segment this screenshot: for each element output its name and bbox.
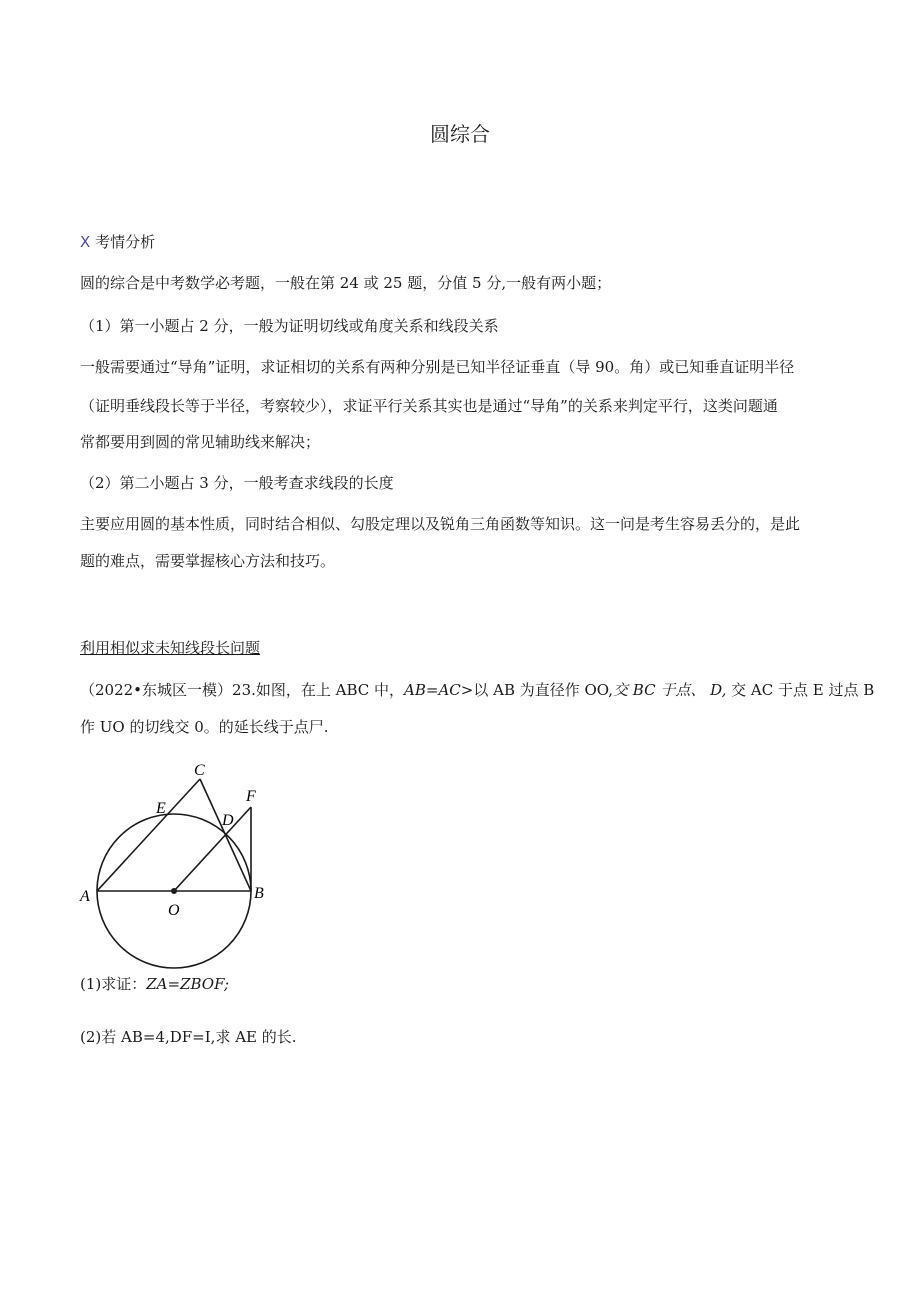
question-1 [80,974,229,994]
part1-heading: （1）第一小题占 2 分，一般为证明切线或角度关系和线段关系 [80,317,499,335]
part2-detail-line-2: 题的难点，需要掌握核心方法和技巧。 [80,552,336,570]
part2-detail-line-1: 主要应用圆的基本性质，同时结合相似、勾股定理以及锐角三角函数等知识。这一问是考生容易丢分的，是此 [80,515,801,533]
label-a: A [80,888,90,905]
question-1-formula: ZA=ZBOF; [146,975,230,993]
label-d: D [222,812,234,829]
stem-part-d: 交 BC 于点、 D, [613,681,727,699]
label-e: E [156,800,166,817]
problem-topic: 利用相似求未知线段长问题 [80,639,261,657]
section-heading [80,232,155,252]
part1-detail-line-2: （证明垂线段长等于半径，考察较少），求证平行关系其实也是通过“导角”的关系来判定平行，这类问题通 [80,397,778,415]
center-point-o [171,888,177,894]
page-title: 圆综合 [430,122,490,146]
label-c: C [194,762,205,779]
stem-part-c: 以 AB 为直径作 OO, [473,681,613,699]
segment-ac [97,779,200,891]
geometry-figure [70,755,280,975]
stem-part-b: AB=AC> [404,681,474,699]
question-1-prefix: (1)求证： [80,975,147,993]
problem-stem-line-2: 作 UO 的切线交 0。的延长线于点尸. [80,718,329,736]
part1-detail-line-1: 一般需要通过“导角”证明，求证相切的关系有两种分别是已知半径证垂直（导 90。角）或已知垂直证明半径 [80,358,795,376]
part2-heading: （2）第二小题占 3 分，一般考查求线段的长度 [80,474,394,492]
section-heading-text: 考情分析 [95,233,156,251]
part1-detail-line-3: 常都要用到圆的常见辅助线来解决； [80,433,321,451]
label-b: B [254,885,264,902]
section-marker: X [80,233,91,251]
intro-paragraph: 圆的综合是中考数学必考题，一般在第 24 或 25 题，分值 5 分,一般有两小题； [80,274,612,292]
stem-part-a: （2022•东城区一模）23.如图，在上 ABC 中， [80,681,405,699]
question-2: (2)若 AB=4,DF=I,求 AE 的长. [80,1028,297,1046]
stem-part-e: 交 AC 于点 E 过点 B [726,681,875,699]
problem-stem-line-1 [80,680,874,700]
label-o: O [168,902,180,919]
label-f: F [246,788,256,805]
